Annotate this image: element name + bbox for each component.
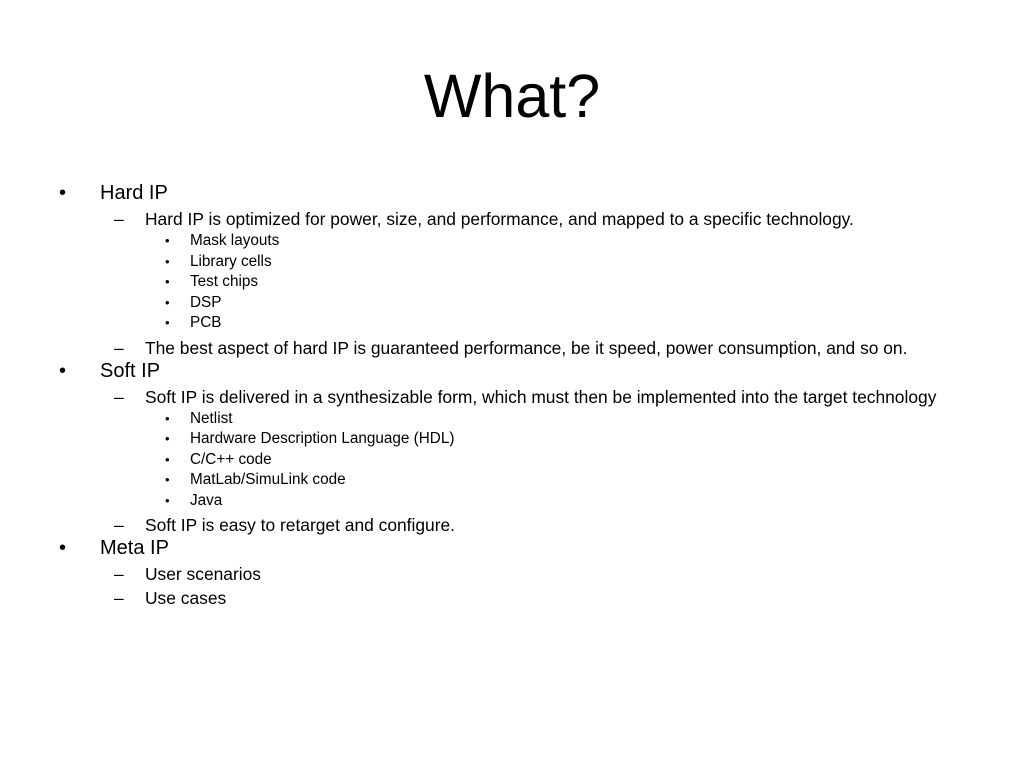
section-label: Meta IP <box>100 537 169 559</box>
bullet-icon: • <box>165 315 170 330</box>
section-label: Hard IP <box>100 182 168 204</box>
bullet-icon: • <box>165 410 170 426</box>
section-label: Soft IP <box>100 359 161 382</box>
item-text: Hard IP is optimized for power, size, and performance, and mapped to a specific technology. <box>145 209 854 229</box>
list-item <box>0 589 1024 608</box>
section-meta-ip <box>0 536 1024 560</box>
dash-icon: – <box>114 337 124 358</box>
bullet-icon: • <box>59 537 67 559</box>
dash-icon: – <box>114 386 124 407</box>
list-item <box>0 210 1024 229</box>
dash-icon: – <box>114 209 124 229</box>
sub-item-text: Mask layouts <box>190 232 280 249</box>
bullet-icon: • <box>165 274 170 289</box>
bullet-icon: • <box>165 451 170 467</box>
sub-list-item <box>0 450 1024 471</box>
sub-list-item <box>0 252 1024 273</box>
sub-item-text: Hardware Description Language (HDL) <box>190 430 455 447</box>
dash-icon: – <box>114 515 124 535</box>
dash-icon: – <box>114 564 124 584</box>
bullet-icon: • <box>165 431 170 446</box>
sub-item-text: C/C++ code <box>190 450 272 468</box>
bullet-icon: • <box>165 472 170 487</box>
bullet-icon: • <box>165 233 170 248</box>
sub-list-item <box>0 491 1024 512</box>
dash-icon: – <box>114 588 124 608</box>
sub-item-text: MatLab/SimuLink code <box>190 471 346 488</box>
sub-list-item <box>0 313 1024 334</box>
list-item <box>0 339 1024 358</box>
sub-item-text: PCB <box>190 314 222 331</box>
bullet-icon: • <box>59 359 67 382</box>
bullet-icon: • <box>59 182 67 204</box>
slide-title: What? <box>423 62 601 130</box>
slide-content <box>0 180 1024 608</box>
item-text: Soft IP is delivered in a synthesizable form, which must then be implemented into the target technology <box>145 386 937 407</box>
sub-item-text: Library cells <box>190 252 272 270</box>
sub-list-item <box>0 272 1024 293</box>
sub-list-item <box>0 293 1024 314</box>
item-text: User scenarios <box>145 564 261 584</box>
sub-list-item <box>0 231 1024 252</box>
item-text: Use cases <box>145 588 227 608</box>
sub-list-item <box>0 429 1024 450</box>
list-item <box>0 388 1024 407</box>
item-text: Soft IP is easy to retarget and configure. <box>145 515 455 535</box>
sub-item-text: Test chips <box>190 273 259 290</box>
bullet-icon: • <box>165 253 170 269</box>
sub-item-text: DSP <box>190 293 222 311</box>
bullet-icon: • <box>165 294 170 310</box>
list-item <box>0 516 1024 535</box>
section-soft-ip <box>0 359 1024 383</box>
bullet-icon: • <box>165 492 170 508</box>
sub-item-text: Java <box>190 491 223 509</box>
list-item <box>0 565 1024 584</box>
sub-list-item <box>0 409 1024 430</box>
section-hard-ip <box>0 181 1024 205</box>
sub-list-item <box>0 470 1024 491</box>
item-text: The best aspect of hard IP is guaranteed performance, be it speed, power consumption, and so on. <box>145 337 908 358</box>
sub-item-text: Netlist <box>190 409 233 427</box>
